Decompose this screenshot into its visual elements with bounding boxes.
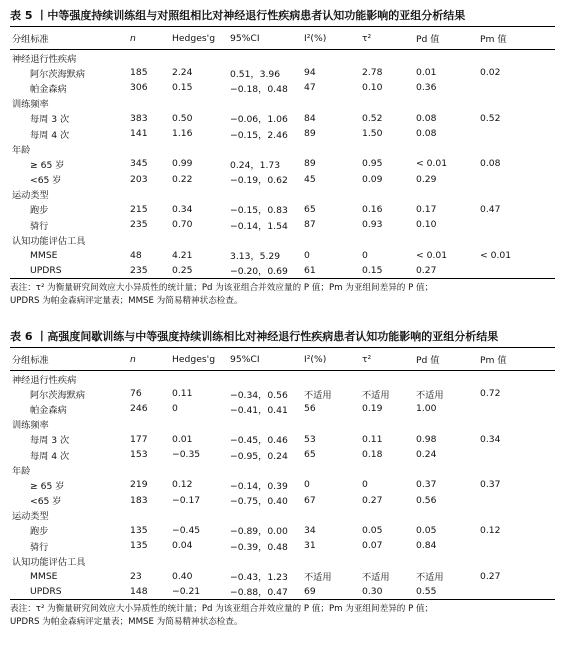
cell-n: 76	[130, 388, 142, 400]
cell-i2: 65	[304, 449, 316, 461]
cell-pm: 0.47	[480, 203, 501, 215]
cell-i2: 67	[304, 494, 316, 506]
cell-n: 219	[130, 479, 148, 491]
cell-tau2: 0.19	[362, 403, 383, 415]
table-row	[10, 172, 555, 187]
table-5-note-line-2: UPDRS 为帕金森病评定量表；MMSE 为简易精神状态检查。	[10, 295, 243, 306]
col-header-hedges-g: Hedges'g	[170, 27, 228, 50]
cell-ci: −0.88，0.47	[228, 584, 302, 600]
group-label: 年龄	[12, 465, 31, 477]
cell-pd: < 0.01	[416, 158, 448, 170]
cell-pd: 0.08	[416, 112, 437, 124]
table-5-header-row	[10, 27, 555, 50]
table-row	[10, 263, 555, 279]
col-header-tau2: τ²	[360, 348, 414, 371]
cell-tau2: 0	[362, 479, 368, 491]
cell-pd: 不适用	[416, 572, 444, 584]
cell-tau2: 0.15	[360, 263, 414, 279]
cell-pm: 0.08	[480, 158, 501, 170]
cell-ci: −0.14，1.54	[230, 220, 288, 232]
table-6-note-line-1: 表注：τ² 为衡量研究间效应大小异质性的统计量；Pd 为该亚组合并效应量的 P 值；Pm 为亚组间差异的 P 值；	[10, 603, 434, 614]
cell-ci: −0.06，1.06	[230, 114, 288, 126]
cell-hedges-g: 4.21	[172, 249, 193, 261]
col-header-ci: 95%CI	[228, 27, 302, 50]
subgroup-label: 骑行	[30, 220, 49, 232]
cell-tau2: 0.52	[362, 112, 383, 124]
cell-i2: 45	[304, 173, 316, 185]
cell-hedges-g: −0.45	[172, 524, 201, 536]
cell-i2: 不适用	[304, 572, 332, 584]
cell-tau2: 1.50	[362, 128, 383, 140]
cell-hedges-g: 0.40	[172, 570, 193, 582]
subgroup-label: UPDRS	[10, 263, 128, 279]
cell-tau2: 0.27	[362, 494, 383, 506]
cell-ci: −0.20，0.69	[228, 263, 302, 279]
subgroup-label: 骑行	[30, 541, 49, 553]
cell-pm	[478, 263, 555, 279]
cell-ci: −0.95，0.24	[230, 450, 288, 462]
group-row	[10, 417, 555, 432]
cell-i2: 89	[304, 128, 316, 140]
cell-i2: 87	[304, 219, 316, 231]
subgroup-label: UPDRS	[10, 584, 128, 600]
table-row	[10, 247, 555, 262]
cell-pd: 0.08	[416, 128, 437, 140]
subgroup-label: 阿尔茨海默病	[30, 389, 86, 401]
cell-tau2: 2.78	[362, 67, 383, 79]
table-row	[10, 202, 555, 217]
group-label: 运动类型	[12, 190, 49, 202]
subgroup-label: 每周 4 次	[30, 450, 70, 462]
table-5-block	[10, 8, 555, 308]
cell-tau2: 0.95	[362, 158, 383, 170]
subgroup-label: 阿尔茨海默病	[30, 68, 86, 80]
cell-pd: 0.24	[416, 449, 437, 461]
group-label: 训练频率	[12, 99, 49, 111]
cell-ci: −0.19，0.62	[230, 175, 288, 187]
cell-i2: 53	[304, 433, 316, 445]
subgroup-label: 跑步	[30, 205, 49, 217]
cell-pm: < 0.01	[480, 249, 512, 261]
col-header-i2: I²(%)	[302, 348, 360, 371]
col-header-group: 分组标准	[10, 348, 128, 371]
group-label: 神经退行性疾病	[12, 374, 77, 386]
cell-tau2: 0.93	[362, 219, 383, 231]
subgroup-label: 每周 4 次	[30, 129, 70, 141]
subgroup-label: MMSE	[30, 570, 58, 582]
table-row	[10, 156, 555, 171]
cell-pm	[478, 584, 555, 600]
cell-pm	[478, 217, 555, 232]
cell-n: 345	[130, 158, 148, 170]
col-header-n: n	[128, 27, 170, 50]
cell-n: 235	[130, 219, 148, 231]
cell-hedges-g: 0.01	[172, 433, 193, 445]
cell-n: 141	[130, 128, 148, 140]
cell-pm	[478, 80, 555, 95]
cell-tau2: 0.16	[362, 203, 383, 215]
cell-tau2: 0.07	[362, 540, 383, 552]
cell-pd: 0.84	[416, 540, 437, 552]
subgroup-label: 跑步	[30, 526, 49, 538]
cell-pd: 不适用	[416, 389, 444, 401]
group-row	[10, 96, 555, 111]
col-header-i2: I²(%)	[302, 27, 360, 50]
cell-hedges-g: 1.16	[172, 128, 193, 140]
cell-pm	[478, 126, 555, 141]
cell-pd: 0.37	[416, 479, 437, 491]
cell-i2: 不适用	[304, 389, 332, 401]
cell-tau2: 0.09	[362, 173, 383, 185]
cell-ci: −0.18，0.48	[230, 83, 288, 95]
cell-pd: < 0.01	[416, 249, 448, 261]
cell-hedges-g: 0.70	[172, 219, 193, 231]
table-row	[10, 65, 555, 80]
cell-hedges-g: 0.11	[172, 388, 193, 400]
table-row	[10, 432, 555, 447]
cell-n: 306	[130, 82, 148, 94]
cell-hedges-g: 0	[172, 403, 178, 415]
table-row	[10, 111, 555, 126]
table-row	[10, 493, 555, 508]
cell-i2: 31	[304, 540, 316, 552]
group-row	[10, 232, 555, 247]
table-row	[10, 447, 555, 462]
cell-i2: 47	[304, 82, 316, 94]
table-6-note	[10, 603, 555, 629]
cell-tau2: 0.18	[362, 449, 383, 461]
subgroup-label: 每周 3 次	[30, 435, 70, 447]
group-row	[10, 50, 555, 66]
col-header-tau2: τ²	[360, 27, 414, 50]
table-row	[10, 386, 555, 401]
cell-tau2: 0	[362, 249, 368, 261]
table-5-note-line-1: 表注：τ² 为衡量研究间效应大小异质性的统计量；Pd 为该亚组合并效应量的 P 值；Pm 为亚组间差异的 P 值；	[10, 282, 434, 293]
cell-pm: 0.52	[480, 112, 501, 124]
cell-hedges-g: 0.25	[170, 263, 228, 279]
cell-n: 203	[130, 173, 148, 185]
cell-ci: −0.41，0.41	[230, 404, 288, 416]
subgroup-label: 帕金森病	[30, 404, 67, 416]
group-row	[10, 553, 555, 568]
cell-n: 383	[130, 112, 148, 124]
table-6	[10, 347, 555, 600]
cell-pd: 0.01	[416, 67, 437, 79]
cell-pm	[478, 447, 555, 462]
cell-pd: 1.00	[416, 403, 437, 415]
table-6-note-line-2: UPDRS 为帕金森病评定量表；MMSE 为简易精神状态检查。	[10, 616, 243, 627]
subgroup-label: <65 岁	[30, 496, 62, 508]
cell-tau2: 不适用	[362, 389, 390, 401]
subgroup-label: ≥ 65 岁	[30, 480, 65, 492]
cell-i2: 84	[304, 112, 316, 124]
cell-pd: 0.56	[416, 494, 437, 506]
cell-tau2: 0.11	[362, 433, 383, 445]
col-header-group: 分组标准	[10, 27, 128, 50]
cell-pd: 0.29	[416, 173, 437, 185]
cell-ci: −0.45，0.46	[230, 435, 288, 447]
cell-tau2: 0.05	[362, 524, 383, 536]
col-header-ci: 95%CI	[228, 348, 302, 371]
subgroup-label: 每周 3 次	[30, 114, 70, 126]
group-label: 神经退行性疾病	[12, 53, 77, 65]
cell-pm	[478, 401, 555, 416]
cell-ci: −0.15，0.83	[230, 205, 288, 217]
cell-pm	[478, 538, 555, 553]
cell-pm	[478, 493, 555, 508]
group-row	[10, 141, 555, 156]
cell-n: 23	[130, 570, 142, 582]
cell-hedges-g: 0.15	[172, 82, 193, 94]
cell-ci: −0.15，2.46	[230, 129, 288, 141]
cell-ci: −0.43，1.23	[230, 572, 288, 584]
table-row	[10, 126, 555, 141]
table-row	[10, 523, 555, 538]
cell-n: 135	[130, 524, 148, 536]
group-label: 训练频率	[12, 420, 49, 432]
cell-n: 177	[130, 433, 148, 445]
col-header-pd: Pd 值	[414, 27, 478, 50]
cell-hedges-g: 0.50	[172, 112, 193, 124]
cell-hedges-g: 2.24	[172, 67, 193, 79]
cell-pd: 0.98	[416, 433, 437, 445]
cell-i2: 89	[304, 158, 316, 170]
cell-tau2: 不适用	[362, 572, 390, 584]
group-label: 认知功能评估工具	[12, 556, 86, 568]
group-label: 运动类型	[12, 511, 49, 523]
cell-n: 246	[130, 403, 148, 415]
table-row	[10, 401, 555, 416]
subgroup-label: ≥ 65 岁	[30, 159, 65, 171]
group-row	[10, 371, 555, 387]
cell-pm: 0.27	[480, 570, 501, 582]
cell-pm: 0.72	[480, 388, 501, 400]
col-header-pm: Pm 值	[478, 348, 555, 371]
cell-hedges-g: −0.21	[170, 584, 228, 600]
cell-n: 183	[130, 494, 148, 506]
cell-ci: −0.39，0.48	[230, 541, 288, 553]
cell-i2: 0	[304, 479, 310, 491]
table-5-caption: 表 5 丨中等强度持续训练组与对照组相比对神经退行性疾病患者认知功能影响的亚组分析结果	[10, 9, 466, 22]
cell-pd: 0.05	[416, 524, 437, 536]
table-5-note	[10, 282, 555, 308]
cell-ci: 0.24，1.73	[230, 159, 281, 171]
table-row	[10, 217, 555, 232]
cell-n: 185	[130, 67, 148, 79]
subgroup-label: MMSE	[30, 249, 58, 261]
table-row	[10, 80, 555, 95]
cell-pd: 0.17	[416, 203, 437, 215]
table-row	[10, 538, 555, 553]
cell-pd: 0.55	[414, 584, 478, 600]
table-row	[10, 568, 555, 583]
cell-pm: 0.37	[480, 479, 501, 491]
cell-n: 153	[130, 449, 148, 461]
cell-i2: 61	[302, 263, 360, 279]
cell-i2: 0	[304, 249, 310, 261]
cell-i2: 56	[304, 403, 316, 415]
cell-ci: 0.51，3.96	[230, 68, 281, 80]
cell-hedges-g: −0.35	[172, 449, 201, 461]
cell-n: 235	[128, 263, 170, 279]
cell-i2: 94	[304, 67, 316, 79]
cell-n: 135	[130, 540, 148, 552]
cell-pd: 0.27	[414, 263, 478, 279]
table-5	[10, 26, 555, 279]
col-header-hedges-g: Hedges'g	[170, 348, 228, 371]
subgroup-label: <65 岁	[30, 175, 62, 187]
cell-ci: −0.14，0.39	[230, 480, 288, 492]
cell-hedges-g: −0.17	[172, 494, 201, 506]
cell-pm: 0.34	[480, 433, 501, 445]
cell-i2: 69	[302, 584, 360, 600]
cell-pm: 0.02	[480, 67, 501, 79]
table-6-header-row	[10, 348, 555, 371]
cell-ci: 3.13，5.29	[230, 251, 281, 263]
table-6-caption: 表 6 丨高强度间歇训练与中等强度持续训练相比对神经退行性疾病患者认知功能影响的亚组分析结果	[10, 330, 499, 343]
cell-tau2: 0.30	[360, 584, 414, 600]
subgroup-label: 帕金森病	[30, 83, 67, 95]
col-header-pd: Pd 值	[414, 348, 478, 371]
cell-hedges-g: 0.04	[172, 540, 193, 552]
table-row	[10, 477, 555, 492]
cell-pm	[478, 172, 555, 187]
group-row	[10, 187, 555, 202]
cell-tau2: 0.10	[362, 82, 383, 94]
col-header-n: n	[128, 348, 170, 371]
cell-pd: 0.36	[416, 82, 437, 94]
group-label: 年龄	[12, 144, 31, 156]
cell-hedges-g: 0.22	[172, 173, 193, 185]
cell-ci: −0.34，0.56	[230, 389, 288, 401]
cell-pm: 0.12	[480, 524, 501, 536]
group-row	[10, 508, 555, 523]
cell-n: 215	[130, 203, 148, 215]
table-row	[10, 584, 555, 600]
cell-i2: 65	[304, 203, 316, 215]
col-header-pm: Pm 值	[478, 27, 555, 50]
group-label: 认知功能评估工具	[12, 235, 86, 247]
group-row	[10, 462, 555, 477]
table-6-block	[10, 329, 555, 629]
cell-hedges-g: 0.99	[172, 158, 193, 170]
cell-hedges-g: 0.34	[172, 203, 193, 215]
cell-i2: 34	[304, 524, 316, 536]
cell-pd: 0.10	[416, 219, 437, 231]
cell-ci: −0.75，0.40	[230, 496, 288, 508]
cell-n: 148	[128, 584, 170, 600]
cell-ci: −0.89，0.00	[230, 526, 288, 538]
cell-hedges-g: 0.12	[172, 479, 193, 491]
cell-n: 48	[130, 249, 142, 261]
